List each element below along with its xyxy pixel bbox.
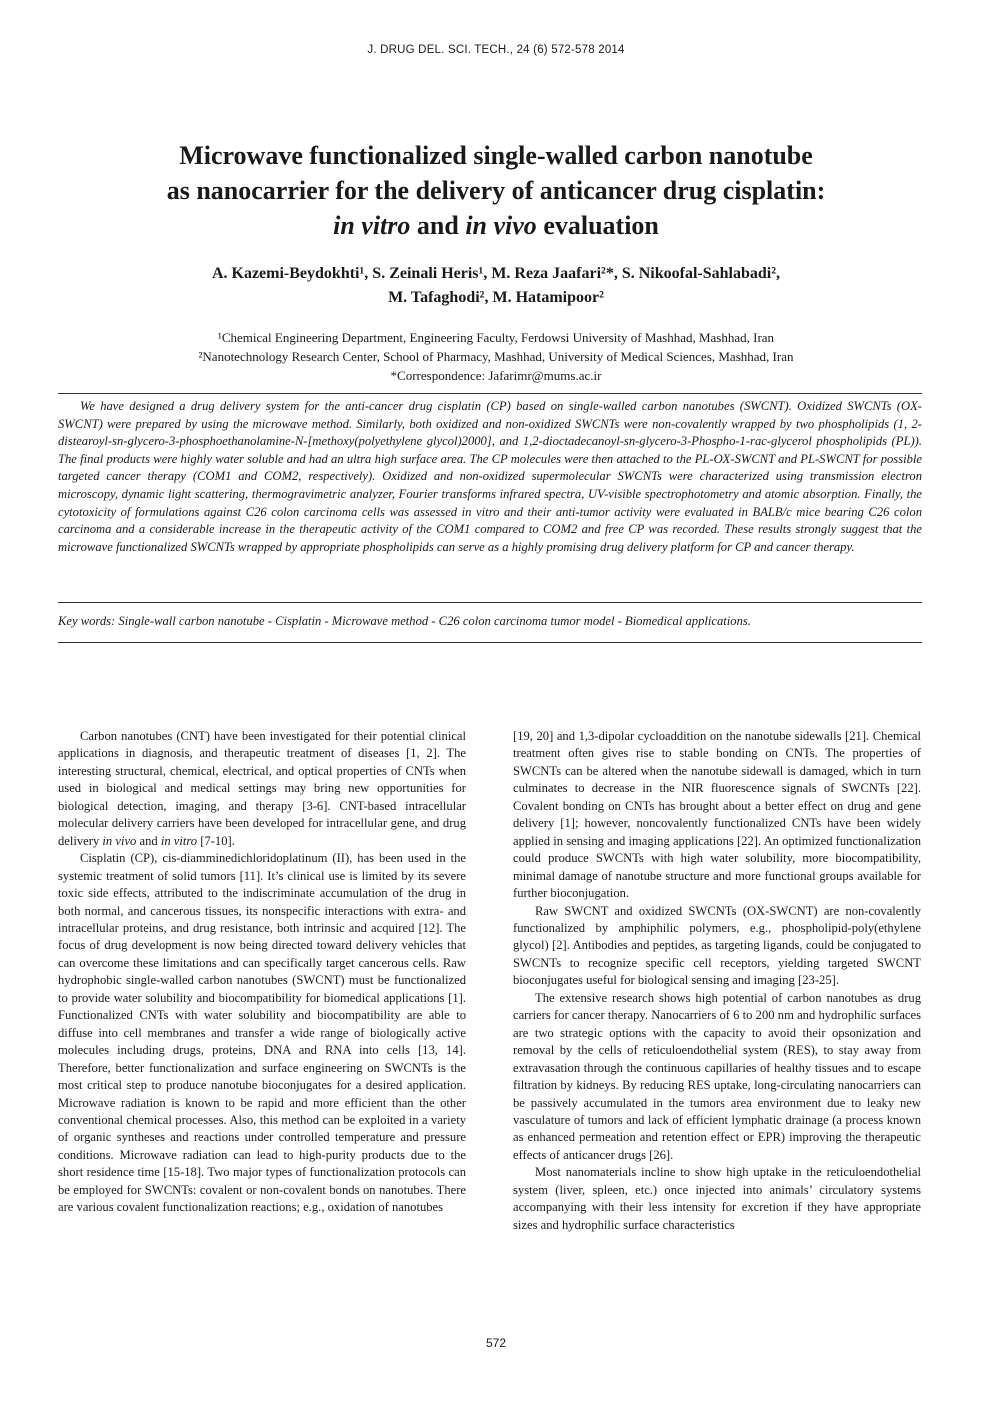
title-italic-in-vitro: in vitro [333, 211, 411, 240]
left-paragraph-1 [58, 728, 466, 850]
left-paragraph-2: Cisplatin (CP), cis-diamminedichloridoplatinum (II), has been used in the systemic treatment of solid tumors [11]. It’s clinical use is limited by its severe toxic side effects, attributed to the indiscriminate accumulation of the drug in both normal, and cancerous tissues, its nonspecific interactions with extra- and intracellular proteins, and drug resistance, both intrinsic and acquired [12]. The focus of drug development is now being directed toward delivery vehicles that can overcome these limitations and can specifically target cancerous cells. Raw hydrophobic single-walled carbon nanotubes (SWCNT) must be functionalized to provide water solubility and biocompatibility for biomedical applications [1]. Functionalized CNTs with water solubility and biocompatibility are able to diffuse into cell membranes and transfer a wide range of biologically active molecules including drugs, proteins, DNA and RNA into cells [13, 14]. Therefore, better functionalization and surface engineering on SWCNTs is the most critical step to produce nanotube bioconjugates for a desired application. Microwave radiation is known to be rapid and more efficient than the other conventional chemical processes. Also, this method can be exploited in a variety of organic syntheses and reactions under controlled temperature and pressure conditions. Microwave radiation can lead to high-purity products due to the short residence time [15-18]. Two major types of functionalization protocols can be employed for SWCNTs: covalent or non-covalent bonds on nanotubes. There are various covalent functionalization reactions; e.g., oxidation of nanotubes [58, 851, 466, 1215]
abstract: We have designed a drug delivery system for the anti-cancer drug cisplatin (CP) based on single-walled carbon nanotubes (SWCNT). Oxidized SWCNTs (OX-SWCNT) were prepared by using the microwave method. Similarly, both oxidized and non-oxidized SWCNTs were non-covalently wrapped by two phospholipids (1, 2-distearoyl-sn-glycero-3-phosphoethanolamine-N-[methoxy(polyethylene glycol)2000], and 1,2-dioctadecanoyl-sn-glycero-3-Phospho-1-rac-glycerol phospholipids (PL)). The final products were highly water soluble and had an ultra high surface area. The CP molecules were then attached to the PL-OX-SWCNT and PL-SWCNT for possible targeted cancer therapy (COM1 and COM2, respectively). Oxidized and non-oxidized supermolecular SWCNTs were characterized using transmission electron microscopy, dynamic light scattering, thermogravimetric analyzer, Fourier transforms infrared spectra, UV-visible spectrophotometry and atomic absorption. Finally, the cytotoxicity of formulations against C26 colon carcinoma cells was assessed in vitro and their anti-tumor activity were evaluated in BALB/c mice bearing C26 colon carcinoma and a considerable increase in the therapeutic activity of the COM1 compared to COM2 and free CP was recorded. These results strongly suggest that the microwave functionalized SWCNTs wrapped by appropriate phospholipids can serve as a highly promising drug delivery platform for CP and cancer therapy. [58, 399, 922, 554]
correspondence: *Correspondence: Jafarimr@mums.ac.ir [390, 368, 602, 383]
authors-line-1: A. Kazemi-Beydokhti¹, S. Zeinali Heris¹, M. Reza Jaafari²*, S. Nikoofal-Sahlabadi², [211, 265, 781, 282]
affiliation-1: ¹Chemical Engineering Department, Engineering Faculty, Ferdowsi University of Mashhad, Mashhad, Iran [217, 330, 775, 345]
body-column-right [513, 728, 921, 1234]
body-column-left [58, 728, 466, 1217]
right-paragraph-4: Most nanomaterials incline to show high uptake in the reticuloendothelial system (liver, spleen, etc.) once injected into animals’ circulatory systems accompanying with their less intensity for excretion if they have appropriate sizes and hydrophilic surface characteristics [513, 1165, 921, 1232]
affiliation-2: ²Nanotechnology Research Center, School of Pharmacy, Mashhad, University of Medical Sciences, Mashhad, Iran [198, 349, 794, 364]
author-list [60, 262, 932, 310]
right-paragraph-3: The extensive research shows high potential of carbon nanotubes as drug carriers for cancer therapy. Nanocarriers of 6 to 200 nm and hydrophilic surfaces are two strategic options with the capacity to avoid their opsonization and removal by the cells of reticuloendothelial system (RES), to stay away from extravasation through the continuous capillaries of healthy tissues and to escape filtration by kidneys. By reducing RES uptake, long-circulating nanocarriers can be passively accumulated in the tumors area environment due to leaky new vasculature of tumors and lack of efficient lymphatic drainage (a process known as enhanced permeation and retention effect or EPR) improving the therapeutic effects of anticancer drugs [26]. [513, 990, 921, 1162]
journal-header: J. DRUG DEL. SCI. TECH., 24 (6) 572-578 2014 [367, 44, 625, 56]
left-p1-end: [7-10]. [197, 833, 235, 848]
title-line-3 [60, 208, 932, 243]
title-and: and [410, 211, 466, 240]
divider-bottom [58, 642, 922, 643]
title-line-2: as nanocarrier for the delivery of anticancer drug cisplatin: [166, 176, 826, 205]
left-p1-and: and [136, 833, 161, 848]
affiliations [60, 328, 932, 385]
title-line-1: Microwave functionalized single-walled carbon nanotube [179, 141, 813, 170]
title-evaluation: evaluation [536, 211, 659, 240]
page-number: 572 [485, 1336, 507, 1350]
paper-title [60, 138, 932, 243]
keywords: Key words: Single-wall carbon nanotube - Cisplatin - Microwave method - C26 colon carcinoma tumor model - Biomedical applications. [58, 614, 751, 628]
divider-top [58, 393, 922, 394]
title-italic-in-vivo: in vivo [465, 211, 537, 240]
left-p1-text: Carbon nanotubes (CNT) have been investigated for their potential clinical applications in diagnosis, and therapeutic treatment of diseases [1, 2]. The interesting structural, chemical, electrical, and optical properties of CNTs when used in biological and medical settings may bring new opportunities for biological detection, imaging, and therapy [3-6]. CNT-based intracellular molecular delivery carriers have been developed for intracellular gene, and drug delivery [58, 729, 466, 848]
authors-line-2: M. Tafaghodi², M. Hatamipoor² [388, 289, 604, 306]
right-paragraph-2: Raw SWCNT and oxidized SWCNTs (OX-SWCNT) are non-covalently functionalized by amphiphilic polymers, e.g., phospholipid-poly(ethylene glycol) [2]. Antibodies and peptides, as targeting ligands, could be conjugated to SWCNTs to recognize specific cell receptors, yielding targeted SWCNT bioconjugates useful for biological sensing and imaging [23-25]. [513, 903, 921, 988]
left-p1-in-vitro: in vitro [160, 833, 198, 848]
left-p1-in-vivo: in vivo [102, 833, 137, 848]
right-paragraph-1: [19, 20] and 1,3-dipolar cycloaddition on the nanotube sidewalls [21]. Chemical treatment often gives rise to stable bonding on CNTs. The properties of SWCNTs can be altered when the nanotube sidewall is damaged, which in turn culminates to decrease in the NIR fluorescence signals of SWCNTs [22]. Covalent bonding on CNTs has brought about a better effect on drug and gene delivery [1]; however, noncovalently functionalized CNTs have been widely applied in sensing and imaging applications [22]. An optimized functionalization could produce SWCNTs with high water solubility, more biocompatibility, minimal damage of nanotube structure and more functional groups available for further bioconjugation. [513, 729, 921, 901]
divider-middle [58, 602, 922, 603]
